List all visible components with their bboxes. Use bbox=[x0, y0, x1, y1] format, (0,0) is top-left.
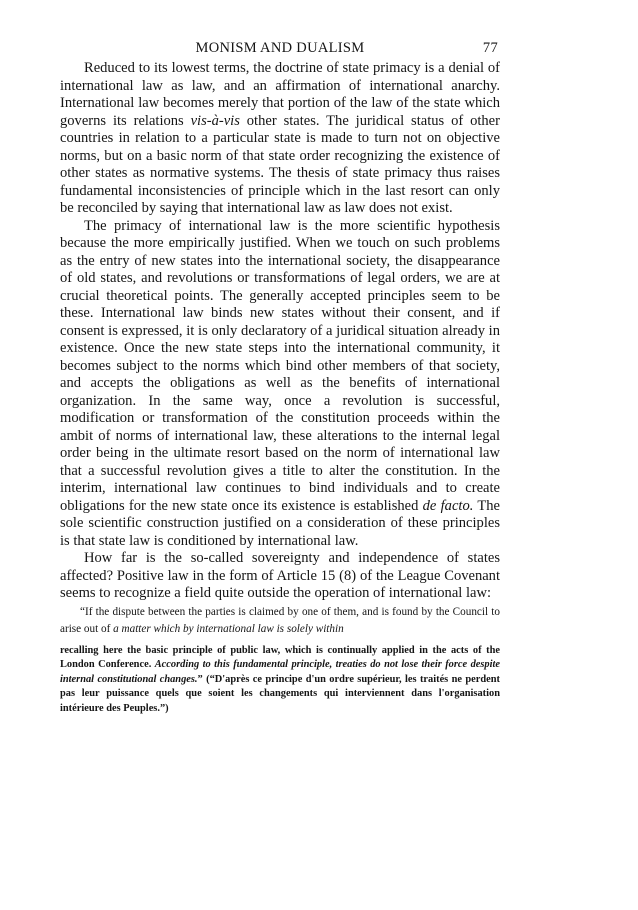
footnote-italic: According to this fundamental principle, treaties do not lose their force despite internal constitutional changes. bbox=[60, 659, 500, 685]
paragraph-text: Reduced to its lowest terms, the doctrine of state primacy is a denial of international law as law, and an affirmation of international anarchy. International law becomes merely that portion of the law of the state which governs its relations bbox=[60, 60, 500, 129]
paragraph-state-primacy bbox=[60, 60, 500, 218]
block-quote bbox=[60, 604, 500, 639]
page-number: 77 bbox=[482, 40, 498, 56]
quote-text: “If the dispute between the parties is claimed by one of them, and is found by the Council to arise out of bbox=[60, 605, 500, 635]
italic-phrase: de facto. bbox=[422, 497, 474, 514]
running-head bbox=[60, 40, 500, 60]
footnote bbox=[60, 644, 500, 717]
paragraph-text: How far is the so-called sovereignty and independence of states affected? Positive law in the form of Article 15 (8) of the League Covenant seems to recognize a field quite outside the operation of international law: bbox=[60, 550, 500, 601]
paragraph-text: The sole scientific construction justified on a consideration of these principles is that state law is conditioned by international law. bbox=[60, 497, 500, 549]
body-text bbox=[60, 60, 500, 603]
paragraph-sovereignty bbox=[60, 550, 500, 603]
footnote-text: recalling here the basic principle of public law, which is continually applied in the acts of the London Conference. bbox=[60, 644, 500, 671]
quote-italic: a matter which by international law is solely within bbox=[113, 623, 344, 635]
document-page bbox=[60, 40, 500, 716]
paragraph-text: The primacy of international law is the more scientific hypothesis because the more empirically justified. When we touch on such problems as the entry of new states into the international society, the disappearance of old states, and revolutions or transformations of legal orders, we are at crucial theoretical points. The generally accepted principles seem to be these. International law binds new states without their consent, and if consent is expressed, it is only declaratory of a juridical situation already in existence. Once the new state steps into the international community, it becomes subject to the norms which bind other members of that society, and accepts the obligations as well as the benefits of international organization. In the same way, once a revolution is successful, modification or transformation of the constitution proceeds within the ambit of norms of international law, these alterations to the internal legal order being in the ultimate resort based on the norm of international law that a successful revolution gives a title to alter the constitution. In the interim, international law continues to bind individuals and to create obligations for the new state once its existence is established bbox=[60, 217, 500, 514]
italic-phrase: vis-à-vis bbox=[190, 112, 240, 129]
running-head-title: MONISM AND DUALISM bbox=[195, 40, 365, 56]
paragraph-international-primacy bbox=[60, 218, 500, 551]
paragraph-text: other states. The juridical status of other countries in relation to a particular state is made to turn not on objective norms, but on a basic norm of that state order recognizing the existence of other states as normative systems. The thesis of state primacy thus raises fundamental inconsistencies of principle which in the last resort can only be reconciled by saying that international law as law does not exist. bbox=[60, 112, 500, 216]
footnote-text: ” (“D'après ce principe d'un ordre supérieur, les traités ne perdent pas leur puissance quels que soient les changements qui interviennent dans l'organisation intérieure des Peuples.”) bbox=[60, 673, 500, 714]
